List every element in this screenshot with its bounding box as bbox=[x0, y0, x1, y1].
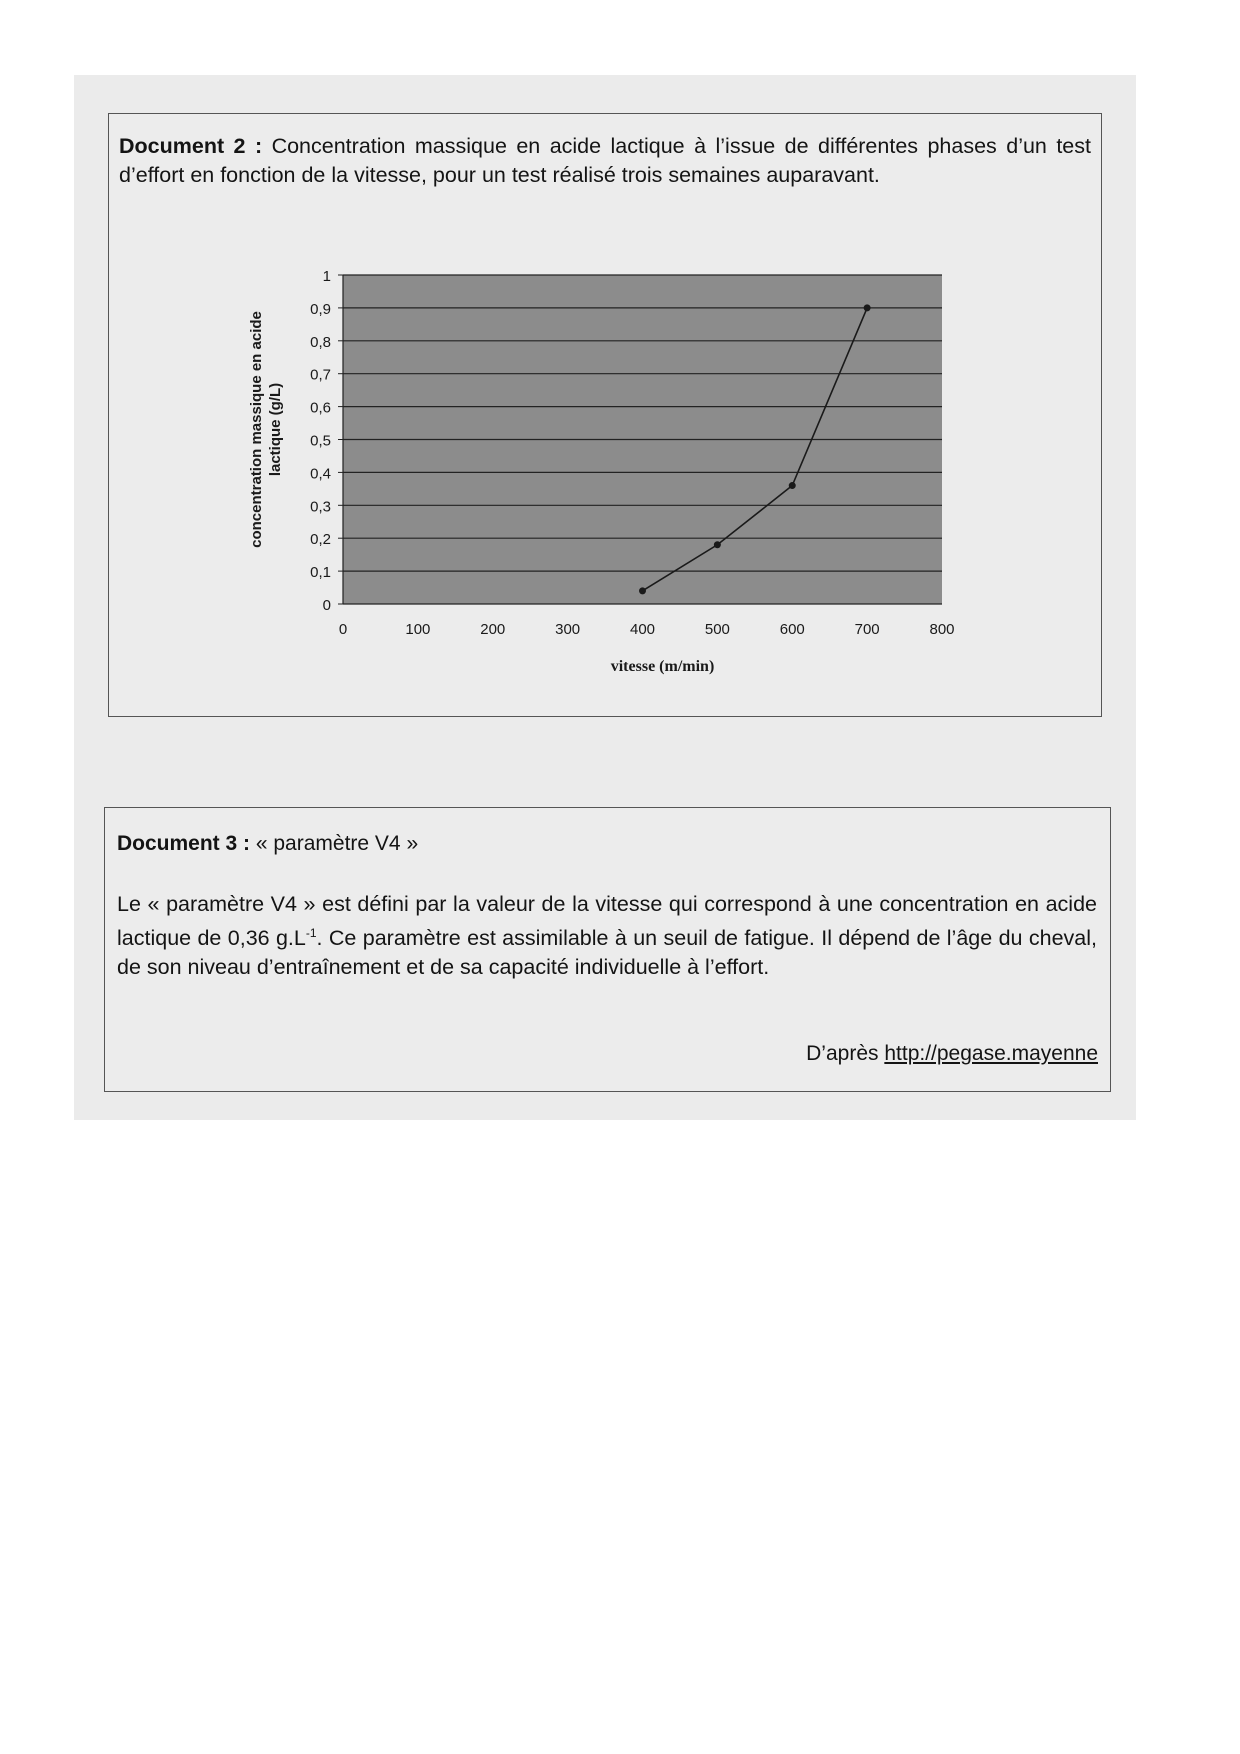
lactic-acid-chart bbox=[109, 114, 1103, 718]
y-tick-label-7: 0,7 bbox=[310, 366, 331, 384]
document-3-source bbox=[806, 1042, 1098, 1066]
y-tick-label-4: 0,4 bbox=[310, 465, 331, 483]
x-tick-label-4: 400 bbox=[629, 621, 656, 638]
source-link[interactable]: http://pegase.mayenne bbox=[884, 1042, 1098, 1065]
data-point-1 bbox=[714, 541, 721, 548]
y-axis-label-line-2: lactique (g/L) bbox=[267, 382, 284, 477]
data-point-0 bbox=[639, 587, 646, 594]
document-3-title: « paramètre V4 » bbox=[255, 832, 419, 855]
y-tick-label-2: 0,2 bbox=[310, 531, 331, 549]
y-tick-label-9: 0,9 bbox=[310, 300, 331, 318]
document-2-label: Document 2 : bbox=[119, 134, 263, 158]
document-3-label: Document 3 : bbox=[117, 832, 251, 855]
y-tick-label-8: 0,8 bbox=[310, 333, 331, 351]
x-tick-label-3: 300 bbox=[555, 621, 581, 638]
x-tick-label-8: 800 bbox=[929, 621, 955, 638]
document-3-body bbox=[117, 890, 1097, 982]
x-tick-label-0: 0 bbox=[338, 621, 348, 638]
x-tick-label-6: 600 bbox=[779, 621, 805, 638]
document-2-text: Concentration massique en acide lactique à l’issue de différentes phases d’un test d’effort en fonction de la vitesse, pour un test réalisé trois semaines auparavant. bbox=[119, 134, 1091, 187]
x-tick-label-1: 100 bbox=[405, 621, 431, 638]
document-3-heading bbox=[117, 832, 418, 856]
source-prefix: D’après bbox=[806, 1042, 885, 1065]
y-tick-label-1: 0,1 bbox=[310, 564, 331, 582]
x-tick-label-7: 700 bbox=[854, 621, 880, 638]
x-tick-label-5: 500 bbox=[704, 621, 730, 638]
y-axis-label-line-1: concentration massique en acide bbox=[248, 311, 265, 548]
x-tick-label-2: 200 bbox=[480, 621, 506, 638]
data-point-3 bbox=[864, 304, 871, 311]
y-tick-label-3: 0,3 bbox=[310, 498, 331, 516]
data-point-2 bbox=[789, 482, 796, 489]
document-3-box bbox=[104, 807, 1111, 1092]
document-2-box bbox=[108, 113, 1102, 717]
body-part-1: Le « paramètre V4 » est défini par la valeur de la vitesse qui correspond à une concentration en acide lactique de 0,36 g.L bbox=[117, 892, 1097, 951]
unit-exponent: -1 bbox=[305, 926, 317, 940]
x-axis-label: vitesse (m/min) bbox=[610, 658, 715, 675]
body-part-2: . Ce paramètre est assimilable à un seuil de fatigue. Il dépend de l’âge du cheval, de son niveau d’entraînement et de sa capacité individuelle à l’effort. bbox=[117, 926, 1097, 980]
y-tick-label-0: 0 bbox=[322, 597, 331, 614]
y-tick-label-5: 0,5 bbox=[310, 432, 331, 450]
y-tick-label-10: 1 bbox=[322, 268, 331, 285]
y-tick-label-6: 0,6 bbox=[310, 399, 331, 417]
